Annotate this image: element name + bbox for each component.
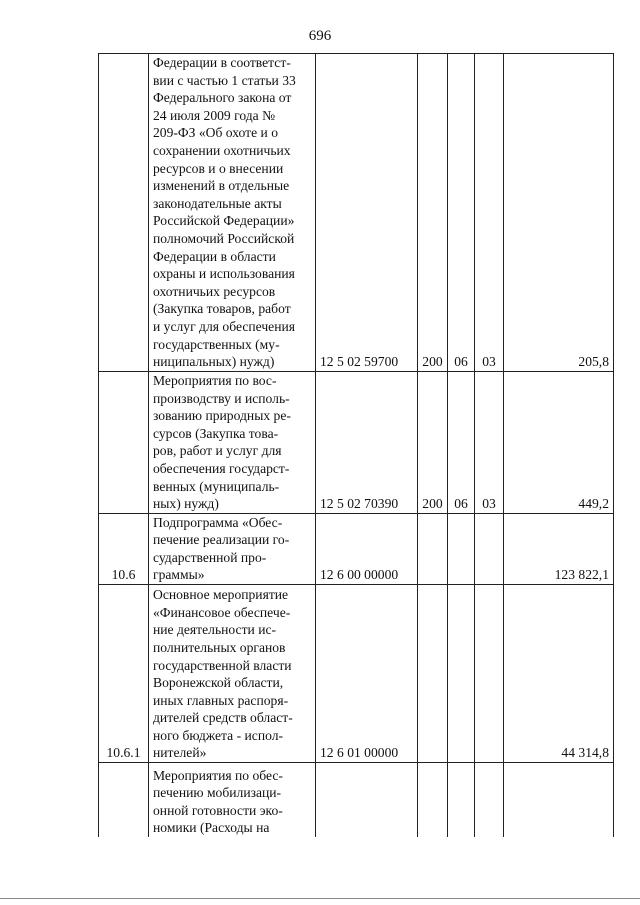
amount-value-cell [504, 371, 614, 513]
row-number: 10.6 [111, 567, 136, 583]
subsection-code-cell [475, 763, 504, 838]
target-article-code: 12 6 00 00000 [320, 567, 399, 583]
target-article-code-cell [316, 371, 418, 513]
amount-value-cell [504, 513, 614, 584]
subsection-code: 03 [482, 354, 496, 370]
subsection-code-cell [475, 585, 504, 763]
row-number-cell [99, 513, 149, 584]
amount-value-cell [504, 763, 614, 838]
expense-type-code: 200 [422, 354, 443, 370]
amount-value-cell [504, 54, 614, 372]
item-description-cell [149, 54, 316, 372]
subsection-code-cell [475, 371, 504, 513]
table-row [99, 54, 614, 372]
subsection-code: 03 [482, 496, 496, 512]
table-row [99, 585, 614, 763]
expense-type-code-cell [418, 763, 448, 838]
amount-value-cell [504, 585, 614, 763]
section-code-cell [448, 763, 475, 838]
item-description: Мероприятия по обес- печению мобилизаци- онной готовности эко- номики (Расходы на [153, 767, 283, 836]
section-code: 06 [454, 496, 468, 512]
section-code-cell [448, 371, 475, 513]
item-description: Федерации в соответст- вии с частью 1 статьи 33 Федерального закона от 24 июля 2009 года № 209-ФЗ «Об охоте и о сохранении охотничьих ресурсов и о внесении изменений в отдельные законодательные акты Российской Федерации» полномочий Российской Федерации в области охраны и использования охотничьих ресурсов (Закупка товаров, работ и услуг для обеспечения государственных (му- ниципальных) нужд) [153, 55, 296, 370]
row-number-cell [99, 585, 149, 763]
section-code-cell [448, 54, 475, 372]
target-article-code: 12 6 01 00000 [320, 745, 399, 761]
expense-type-code-cell [418, 54, 448, 372]
item-description: Основное мероприятие «Финансовое обеспече- ние деятельности ис- полнительных органов государственной власти Воронежской области, иных главных распоря- дителей средств област- ного бюджета - испол- нителей» [153, 587, 293, 761]
subsection-code-cell [475, 513, 504, 584]
item-description-cell [149, 371, 316, 513]
target-article-code-cell [316, 763, 418, 838]
amount-value: 123 822,1 [554, 567, 609, 583]
section-code: 06 [454, 354, 468, 370]
budget-table [98, 53, 614, 837]
target-article-code-cell [316, 585, 418, 763]
table-row [99, 513, 614, 584]
expense-type-code-cell [418, 513, 448, 584]
amount-value: 449,2 [578, 496, 609, 512]
table-row [99, 763, 614, 838]
item-description-cell [149, 585, 316, 763]
expense-type-code: 200 [422, 496, 443, 512]
row-number-cell [99, 54, 149, 372]
target-article-code-cell [316, 513, 418, 584]
row-number-cell [99, 371, 149, 513]
expense-type-code-cell [418, 585, 448, 763]
section-code-cell [448, 513, 475, 584]
row-number-cell [99, 763, 149, 838]
table-row [99, 371, 614, 513]
row-number: 10.6.1 [106, 745, 141, 761]
item-description: Подпрограмма «Обес- печение реализации го- сударственной про- граммы» [153, 514, 290, 583]
item-description-cell [149, 513, 316, 584]
item-description: Мероприятия по вос- производству и исполь- зованию природных ре- сурсов (Закупка това- ров, работ и услуг для обеспечения государст- венных (муниципаль- ных) нужд) [153, 372, 291, 512]
expense-type-code-cell [418, 371, 448, 513]
item-description-cell [149, 763, 316, 838]
page-bottom-edge [0, 898, 640, 899]
amount-value: 44 314,8 [561, 745, 609, 761]
target-article-code-cell [316, 54, 418, 372]
page-number: 696 [308, 28, 332, 44]
target-article-code: 12 5 02 59700 [320, 354, 399, 370]
amount-value: 205,8 [578, 354, 609, 370]
target-article-code: 12 5 02 70390 [320, 496, 399, 512]
subsection-code-cell [475, 54, 504, 372]
section-code-cell [448, 585, 475, 763]
